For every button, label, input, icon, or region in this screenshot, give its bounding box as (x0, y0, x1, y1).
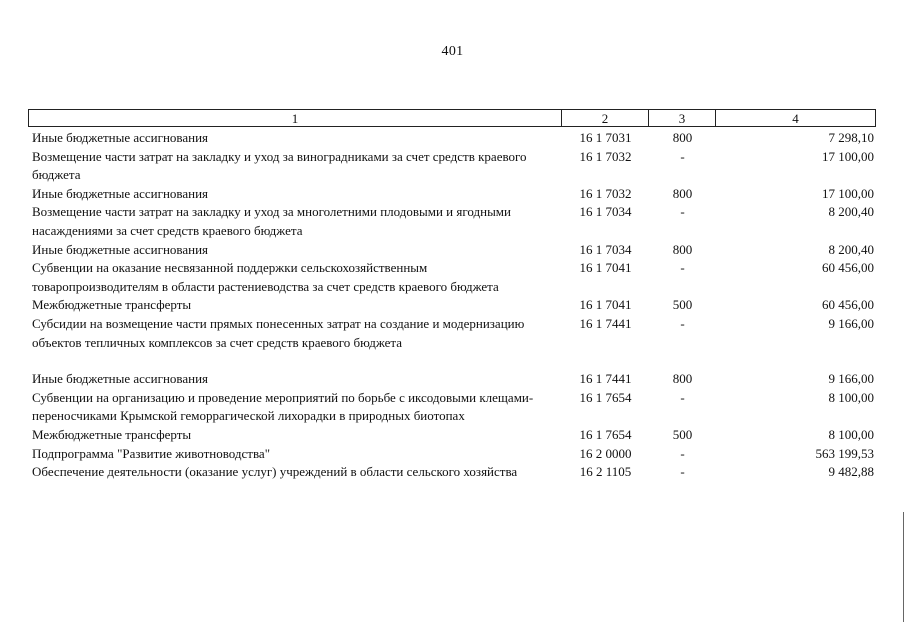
row-type: 800 (672, 130, 693, 145)
row-type: 500 (672, 297, 693, 313)
row-name: Межбюджетные трансферты (32, 297, 192, 313)
row-type: - (680, 389, 685, 405)
page-number: 401 (441, 44, 464, 59)
table-body (32, 129, 874, 482)
row-sum: 9 482,88 (828, 464, 874, 480)
row-code: 16 1 7031 (579, 130, 632, 145)
row-sum: 8 200,40 (828, 204, 874, 220)
row-sum: 8 200,40 (828, 241, 874, 257)
table-row (32, 296, 874, 315)
row-type: - (680, 148, 685, 164)
row-type: - (680, 204, 685, 220)
row-type: 800 (672, 241, 693, 257)
row-code: 16 1 7041 (579, 260, 632, 276)
table-row (32, 389, 874, 426)
row-type: 800 (672, 371, 693, 387)
table-row (32, 148, 874, 185)
table-row (32, 259, 874, 296)
header-col-1: 1 (29, 110, 562, 126)
row-sum: 17 100,00 (822, 185, 874, 201)
row-code: 16 2 0000 (579, 445, 632, 461)
row-name: Субвенции на оказание несвязанной поддержки сельскохозяйственным товаропроизводителям в области растениеводства за счет средств краевого бюджета (32, 260, 499, 294)
row-code: 16 1 7654 (579, 389, 632, 405)
row-code: 16 1 7032 (579, 185, 632, 201)
table-row (32, 463, 874, 482)
table-row (32, 203, 874, 240)
row-name: Возмещение части затрат на закладку и уход за многолетними плодовыми и ягодными насаждениями за счет средств краевого бюджета (32, 204, 511, 238)
row-sum: 9 166,00 (828, 371, 874, 387)
row-sum: 60 456,00 (822, 297, 874, 313)
row-type: - (680, 464, 685, 480)
row-code: 16 1 7032 (579, 148, 632, 164)
table-row (32, 315, 874, 352)
row-code: 16 2 1105 (579, 464, 632, 480)
row-sum: 7 298,10 (828, 130, 874, 145)
row-name: Подпрограмма "Развитие животноводства" (32, 445, 271, 461)
row-code: 16 1 7441 (579, 371, 632, 387)
table-header (28, 109, 876, 127)
scan-margin-line (903, 512, 904, 622)
row-code: 16 1 7034 (579, 204, 632, 220)
header-col-2: 2 (562, 110, 649, 126)
row-type: - (680, 315, 685, 331)
row-sum: 8 100,00 (828, 389, 874, 405)
header-col-3: 3 (649, 110, 716, 126)
row-name: Субсидии на возмещение части прямых понесенных затрат на создание и модернизацию объектов тепличных комплексов за счет средств краевого бюджета (32, 315, 525, 350)
row-code: 16 1 7654 (579, 426, 632, 442)
row-sum: 60 456,00 (822, 260, 874, 276)
row-sum: 17 100,00 (822, 148, 874, 164)
table-row (32, 185, 874, 204)
row-sum: 563 199,53 (815, 445, 874, 461)
row-type: 500 (672, 426, 693, 442)
row-name: Субвенции на организацию и проведение мероприятий по борьбе с иксодовыми клещами-переносчиками Крымской геморрагической лихорадки в природных биотопах (32, 389, 534, 424)
row-name: Межбюджетные трансферты (32, 426, 192, 442)
row-type: 800 (672, 185, 693, 201)
row-code: 16 1 7441 (579, 315, 632, 331)
header-col-4: 4 (792, 111, 799, 126)
row-sum: 9 166,00 (828, 315, 874, 331)
row-type: - (680, 260, 685, 276)
table-row (32, 445, 874, 464)
row-name: Обеспечение деятельности (оказание услуг) учреждений в области сельского хозяйства (32, 464, 518, 480)
row-name: Иные бюджетные ассигнования (32, 371, 209, 387)
table-row (32, 426, 874, 445)
table-row (32, 129, 874, 148)
row-name: Иные бюджетные ассигнования (32, 130, 209, 145)
table-row (32, 370, 874, 389)
row-sum: 8 100,00 (828, 426, 874, 442)
row-name: Иные бюджетные ассигнования (32, 185, 209, 201)
row-code: 16 1 7034 (579, 241, 632, 257)
row-name: Иные бюджетные ассигнования (32, 241, 209, 257)
row-code: 16 1 7041 (579, 297, 632, 313)
table-row (32, 241, 874, 260)
row-name: Возмещение части затрат на закладку и уход за виноградниками за счет средств краевого бюджета (32, 148, 527, 183)
row-type: - (680, 445, 685, 461)
